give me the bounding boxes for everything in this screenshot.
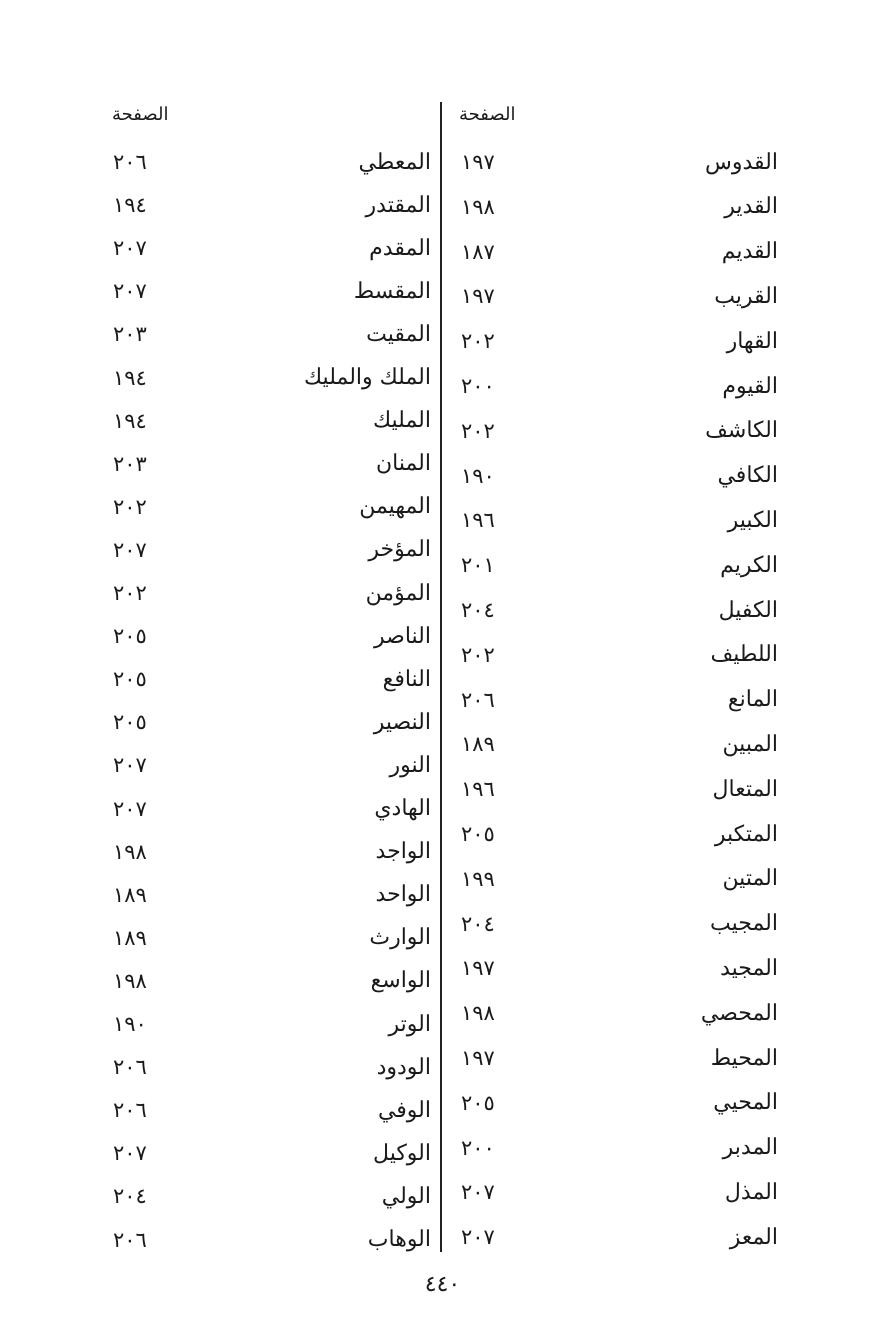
index-entry-name: المقتدر	[365, 192, 431, 218]
index-entry-name: القيوم	[722, 373, 778, 399]
index-entry-name: المتعال	[712, 776, 778, 802]
left-column-header: الصفحة	[112, 104, 169, 125]
index-entry-page: ٢٠٤	[461, 598, 495, 622]
index-entry-page: ٢٠٢	[461, 329, 495, 354]
index-entry-name: الكاشف	[705, 418, 778, 444]
index-entry-page: ٢٠١	[461, 553, 495, 578]
index-entry-name: المقسط	[353, 278, 431, 304]
index-entry-page: ٢٠٢	[113, 581, 147, 605]
index-entry-page: ٢٠٦	[113, 150, 147, 174]
index-entry-page: ٢٠٦	[113, 1227, 147, 1252]
index-entry-name: النور	[389, 752, 431, 778]
index-entry-name: الكريم	[720, 552, 778, 578]
index-entry-name: الملك والمليك	[304, 365, 431, 390]
index-entry-name: الوفي	[377, 1097, 431, 1123]
index-entry-name: الكبير	[727, 507, 778, 533]
index-entry-page: ٢٠٣	[113, 322, 147, 347]
index-entry-name: القريب	[714, 283, 778, 309]
index-entry-page: ١٩٨	[113, 968, 147, 993]
index-entry-name: الوهاب	[367, 1227, 431, 1252]
index-entry-name: النصير	[373, 709, 431, 735]
index-entry-page: ٢٠٦	[113, 1098, 147, 1123]
index-entry-page: ٢٠٠	[461, 1135, 495, 1160]
index-entry-page: ١٩٠	[113, 1012, 147, 1036]
index-entry-page: ٢٠٥	[461, 822, 495, 846]
index-entry-name: المدبر	[722, 1135, 778, 1161]
index-entry-name: الولي	[381, 1183, 431, 1209]
index-entry-page: ١٩٩	[461, 866, 495, 891]
index-entry-page: ٢٠٧	[113, 236, 147, 261]
index-entry-name: المحصي	[700, 1000, 778, 1026]
index-entry-page: ١٩٦	[461, 508, 495, 533]
index-entry-page: ١٩٤	[113, 365, 147, 390]
index-entry-page: ٢٠٥	[461, 1090, 495, 1115]
index-entry-name: الودود	[376, 1054, 431, 1080]
index-entry-page: ٢٠٧	[113, 796, 147, 821]
index-entry-page: ٢٠٧	[113, 279, 147, 304]
index-entry-page: ٢٠٧	[461, 1180, 495, 1205]
index-entry-page: ١٩٨	[461, 194, 495, 219]
index-entry-page: ٢٠٧	[113, 753, 147, 778]
index-entry-name: الناصر	[374, 623, 431, 649]
page-number: ٤٤٠	[424, 1272, 461, 1297]
index-entry-name: المحيط	[710, 1045, 778, 1071]
index-entry-page: ٢٠٢	[461, 642, 495, 667]
index-entry-page: ٢٠٢	[113, 494, 147, 519]
index-entry-name: المجيد	[720, 955, 778, 981]
index-entry-name: المليك	[373, 408, 431, 434]
index-entry-page: ١٨٧	[461, 239, 495, 264]
index-entry-name: المجيب	[710, 911, 778, 937]
index-entry-page: ١٩٤	[113, 408, 147, 433]
index-entry-page: ٢٠٧	[113, 1141, 147, 1166]
index-entry-name: المعز	[729, 1224, 778, 1250]
index-entry-page: ٢٠٥	[113, 624, 147, 649]
index-entry-name: المتكبر	[714, 821, 778, 847]
index-entry-name: المذل	[724, 1179, 778, 1205]
index-entry-page: ١٩٧	[461, 284, 495, 309]
index-entry-page: ١٩٧	[461, 1046, 495, 1070]
index-entry-page: ٢٠٤	[113, 1184, 147, 1209]
index-entry-name: اللطيف	[710, 642, 778, 668]
index-entry-page: ١٩٨	[113, 839, 147, 864]
index-entry-name: القهار	[726, 328, 778, 354]
index-entry-name: المانع	[727, 687, 778, 713]
index-entry-page: ١٩٦	[461, 777, 495, 802]
index-entry-page: ١٩٧	[461, 956, 495, 981]
index-entry-page: ١٨٩	[461, 732, 495, 757]
index-entry-page: ٢٠٦	[461, 687, 495, 712]
right-column-header: الصفحة	[459, 104, 516, 125]
index-entry-page: ١٩٤	[113, 193, 147, 218]
index-entry-page: ٢٠٥	[113, 667, 147, 692]
index-entry-name: القدوس	[705, 149, 778, 175]
index-entry-name: المنان	[375, 451, 431, 477]
index-entry-page: ٢٠٦	[113, 1055, 147, 1080]
index-entry-name: القدير	[724, 194, 778, 220]
index-entry-name: المبين	[722, 731, 778, 757]
index-entry-name: المتين	[722, 866, 778, 892]
index-entry-name: المقدم	[369, 235, 431, 261]
index-entry-page: ٢٠٥	[113, 710, 147, 735]
index-entry-name: الواسع	[370, 968, 431, 994]
index-entry-name: المهيمن	[359, 494, 431, 520]
index-entry-name: الوكيل	[373, 1140, 431, 1166]
index-entry-name: القديم	[721, 239, 778, 265]
index-entry-page: ١٨٩	[113, 882, 147, 907]
index-entry-name: المقيت	[366, 321, 431, 347]
index-entry-page: ٢٠٣	[113, 451, 147, 476]
index-entry-page: ٢٠٧	[461, 1225, 495, 1250]
index-entry-name: الوارث	[369, 925, 431, 951]
index-entry-name: المعطي	[358, 149, 431, 175]
index-entry-name: المؤمن	[365, 580, 431, 606]
index-entry-page: ٢٠٢	[461, 418, 495, 443]
index-entry-page: ١٩٧	[461, 150, 495, 174]
column-divider	[440, 102, 442, 1252]
index-entry-name: المؤخر	[368, 537, 431, 563]
index-entry-name: المحيي	[713, 1090, 778, 1116]
index-entry-name: الوتر	[388, 1011, 431, 1037]
index-entry-page: ١٩٠	[461, 463, 495, 488]
index-entry-page: ٢٠٧	[113, 537, 147, 562]
index-entry-page: ١٨٩	[113, 925, 147, 950]
index-entry-name: الواحد	[375, 882, 431, 908]
index-entry-page: ٢٠٠	[461, 374, 495, 398]
index-entry-name: الكفيل	[718, 597, 778, 623]
index-entry-name: الهادي	[374, 796, 431, 821]
index-entry-name: الواجد	[375, 839, 431, 865]
index-entry-page: ١٩٨	[461, 1001, 495, 1026]
index-entry-name: النافع	[382, 666, 431, 692]
index-entry-page: ٢٠٤	[461, 911, 495, 936]
index-entry-name: الكافي	[717, 463, 778, 489]
